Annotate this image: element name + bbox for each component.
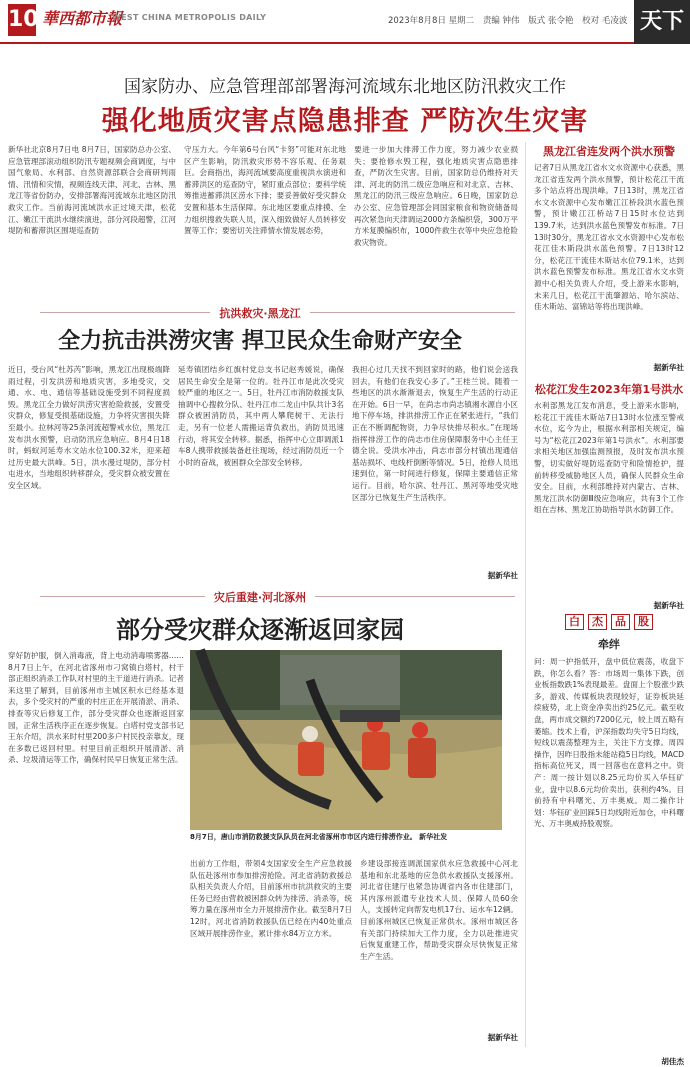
- column-brand-char: 杰: [588, 614, 607, 630]
- sidebar-box-2-credit: 据新华社: [653, 601, 684, 610]
- story-3-column-3: 乡建设部接连调派国家供水应急救援中心河北基地和东北基地的应急供水救援队支援涿州。河北省住建厅也紧急协调省内各市住建部门，其内涿州派遣专业技术人员、保障人员60余人，支援转定向帮发电机17台、运水车12辆。目前涿州城区已恢复正常供水。涿州市城区各有关部门持续加大工作力度，全力以赴推进灾后恢复重建工作，帮助受灾群众尽快恢复正常生产生活。: [360, 859, 518, 961]
- sidebar-box-1-credit: 据新华社: [653, 363, 684, 372]
- column-brand-char: 白: [565, 614, 584, 630]
- sidebar-box-1: [534, 144, 684, 373]
- sidebar-box-2: [534, 382, 684, 611]
- story-2-column-3: 我担心过几天找不到回家时的路，他们说会送我回去，有他们在我安心多了。”王桂兰说。随着一些地区的洪水渐渐退去，恢复生产生活的行动正在开始。6日一早，在尚志市尚志镇湘水源自小区地下停车场，排洪排涝工作正在紧张进行，“我们正在不断调配物资，力争尽快排尽积水。”在现场指挥排涝工作的尚志市住房保障服务中心主任王德全说。受洪水冲击，尚志市部分村镇出现通信基站损坏、电线杆倒断等情况。5日，抢修人员迅速到位，第一时间进行修复，保障主要通信正常运行。目前，哈尔滨、牡丹江、黑河等地受灾地区部分已恢复生产生活秩序。: [352, 365, 518, 502]
- editor-credit: 责编 钟伟: [482, 16, 520, 26]
- layout-credit: 版式 张令艳: [528, 16, 574, 26]
- stock-column-title: 牵绊: [598, 638, 620, 651]
- story-3-credit: 据新华社: [487, 1033, 518, 1042]
- newspaper-logo-english: WEST CHINA METROPOLIS DAILY: [112, 13, 267, 22]
- column-brand: [534, 614, 684, 630]
- sidebar-box-1-text: 记者7日从黑龙江省水文水资源中心获悉，黑龙江省连发两个洪水预警，预计松花江干流多个站点将出现洪峰。7日13时，黑龙江省水文水资源中心发布嫩江江桥段洪水蓝色预警，预计嫩江江桥站7日15时水位达到139.7米，达到洪水蓝色预警发布标准。7日13时30分，黑龙江省水文水资源中心发布松花江佳木斯段洪水蓝色预警。7日13时12分，松花江干流佳木斯站水位79.1米，达到洪水蓝色预警发布标准。黑龙江省水文水资源中心相关负责人介绍，受上游来水影响，未来几日，松花江干流肇源站、哈尔滨站、佳木斯站、富锦站等将出现洪峰。: [534, 163, 684, 312]
- column-brand-char: 股: [634, 614, 653, 630]
- stock-column: [534, 610, 684, 1067]
- stock-column-text: 问：周一护指低开，盘中低位震荡，收盘下跌，你怎么看？答：市场周一集体下跌，创业板指数跌1%表现最差。盘面上个股涨少跌多，游戏、传媒板块表现较好，证券板块延续疲势，北上资金净卖出约25亿元。截至收盘，两市成交额约7200亿元，较上周五略有萎缩。技术上看，沪深指数均失守5日均线，短线以震荡整理为主，关注下方支撑。周四操作，因昨日股指未能站稳5日均线，MACD指标高位死叉，周一回落也在意料之中。资产：周一按计划以8.25元均价买入华钰矿业，盘中以8.6元均价卖出，获利约4%。目前持有中科曙光、万丰奥威。周二操作计划：华钰矿业回踩5日均线附近加仓，中科曙光、万丰奥威持股观察。: [534, 657, 684, 829]
- page-number: 10: [8, 4, 36, 36]
- story-2-column-2: 延寿镇团结乡红旗村党总支书记赵秀媛说，确保居民生命安全是第一位的。牡丹江市是此次受灾较严重的地区之一。5日，牡丹江市消防救援支队抽调中心搜救分队、牡丹江市二龙山中队共计3名群众被困消防员，其中两人攀爬树干、无法行走，另有一位老人需搬运背负救出，消防员迅速行动，将其安全转移。据悉，指挥中心立即调派1车8人携带救援装备赶往现场，经过消防员近一个小时的奋战，被困群众全部安全转移。: [178, 365, 344, 467]
- lead-headline: 强化地质灾害点隐患排查 严防次生灾害: [101, 106, 589, 137]
- rescue-photo: [190, 650, 502, 830]
- story-2-headline: 全力抗击洪涝灾害 捍卫民众生命财产安全: [58, 329, 462, 354]
- story-3-column-1: 穿好防护服，倒入消毒液，背上电动消毒喷雾器……8月7日上午，在河北省涿州市刁窝镇白塔村，村干部正组织消杀工作队对村里的主干道进行消杀。记者来这里了解到，目前涿州市主城区积水已经基本退去，多个受灾村的严重的村庄正在开展清淤、消杀、排查等灾后修复工作，部分受灾群众也逐渐返回家园，正常生活秩序正在逐步恢复。白塔村党支部书记王东介绍，洪水来时村里200多户村民投亲靠友，现在多数已返回村里。村里目前正组织开展清淤、消杀、垃圾清运等工作，确保村民早日恢复正常生活。: [8, 651, 184, 765]
- stock-column-author: 胡佳杰: [661, 1057, 684, 1066]
- issue-info: [388, 14, 633, 26]
- sidebar-box-1-title: 黑龙江省连发两个洪水预警: [543, 145, 675, 158]
- lead-column-1: 新华社北京8月7日电 8月7日，国家防总办公室、应急管理部滚动组织防汛专题视频会商调度，与中国气象局、水利部、自然资源部联合会商研判雨情、汛情和灾情，视频连线天津、河北、吉林、黑龙江等省份防办，安排部署海河流域东北地区防汛救灾工作。当前海河流域洪水正过境天津，松花江、嫩江干流洪水继续演进，部分河段超警，江河堤防和蓄滞洪区围堤巡查防: [8, 145, 176, 236]
- newspaper-logo: 華西都市報: [42, 9, 123, 28]
- column-brand-char: 品: [611, 614, 630, 630]
- sidebar-box-2-text: 水利部黑龙江发布消息，受上游来水影响，松花江干流佳木斯站7日13时水位涨至警戒水位，迄今为止，根据水利部相关规定，编号为“松花江2023年第1号洪水”。水利部要求相关地区加强监测预报，及时发布洪水预警，切实做好堤防巡查防守和险情抢护，提前转移受威胁地区人员，确保人民群众生命安全。目前，水利部维持对内蒙古、吉林、黑龙江洪水防御Ⅲ级应急响应，共有3个工作组在吉林、黑龙江协助指导洪水防御工作。: [534, 401, 684, 515]
- story-2-column-1: 近日，受台风“杜苏芮”影响，黑龙江出现极端降雨过程，引发洪涝和地质灾害，多地受灾，交通、水、电、通信等基础设施受到不同程度损毁。黑龙江全力做好洪涝灾害抢险救援，安置受灾群众，修复受损基础设施，力争将灾害损失降至最小。拉林河等25条河流超警戒水位，黑龙江发布洪水预警，启动防汛应急响应。8月4日18时，蚂蚁河延寿水文站水位100.32米，迎来超过历史最大洪峰。5日，洪水漫过堤防，部分村屯进水，当地组织转移群众，受灾群众被安置在安全区域。: [8, 365, 170, 490]
- lead-column-2: 守压力大。今年第6号台风“卡努”可能对东北地区产生影响，防汛救灾形势不容乐观、任务艰巨。会商指出，海河流域要高度重视洪水演进和蓄滞洪区的巡查防守，紧盯重点部位；要科学统筹推进蓄滞洪区涝水下排；要妥善做好受灾群众安置和基本生活保障。东北地区要重点排摸、全力组织搜救失联人员，深入细致做好人员转移安置等工作；要密切关注滞情水情发展态势，: [184, 145, 346, 236]
- story-2-tag: 抗洪救灾·黑龙江: [210, 305, 310, 321]
- sidebar-box-2-title: 松花江发生2023年第1号洪水: [534, 383, 684, 396]
- lead-column-3: 要进一步加大排滞工作力度，努力减少农业损失；要抢修水毁工程，强化地质灾害点隐患排查，严防次生灾害。目前，国家防总仍维持对天津、河北的防汛二级应急响应和对北京、吉林、黑龙江的防汛三级应急响应。6日晚，国家防总办公室、应急管理部会同国家粮食和物资储备局再次紧急向天津调运2000方条编织袋，300万平方米复膜编织布，1000件救生衣等中央应急抢险救灾物资。: [354, 145, 518, 247]
- story-3-headline: 部分受灾群众逐渐返回家园: [116, 616, 404, 644]
- story-3-column-2: 出前方工作组，带领4支国家安全生产应急救援队伍赴涿州市参加排涝抢险。河北省消防救援总队相关负责人介绍，目前涿州市抗洪救灾的主要任务已经由营救被困群众转为排涝、消杀等，统筹力量在涿州市全力开展排涝作业。截至8月7日12时，河北省消防救援队伍已经在内40处重点区域开展排涝作业，累计排水84万立方米。: [190, 859, 352, 938]
- photo-caption: 8月7日，唐山市消防救援支队队员在河北省涿州市市区内进行排涝作业。 新华社发: [190, 833, 448, 841]
- lead-kicker: 国家防办、应急管理部部署海河流域东北地区防汛救灾工作: [124, 77, 566, 97]
- story-3-tag: 灾后重建·河北涿州: [205, 589, 315, 605]
- proof-credit: 校对 毛凌波: [582, 16, 628, 26]
- issue-date: 2023年8月8日 星期二: [388, 16, 475, 26]
- page-header: [0, 0, 690, 44]
- section-label: 天下: [634, 0, 690, 44]
- rescue-photo-image: [190, 650, 502, 830]
- sidebar: [525, 142, 685, 1066]
- story-2-credit: 据新华社: [487, 571, 518, 580]
